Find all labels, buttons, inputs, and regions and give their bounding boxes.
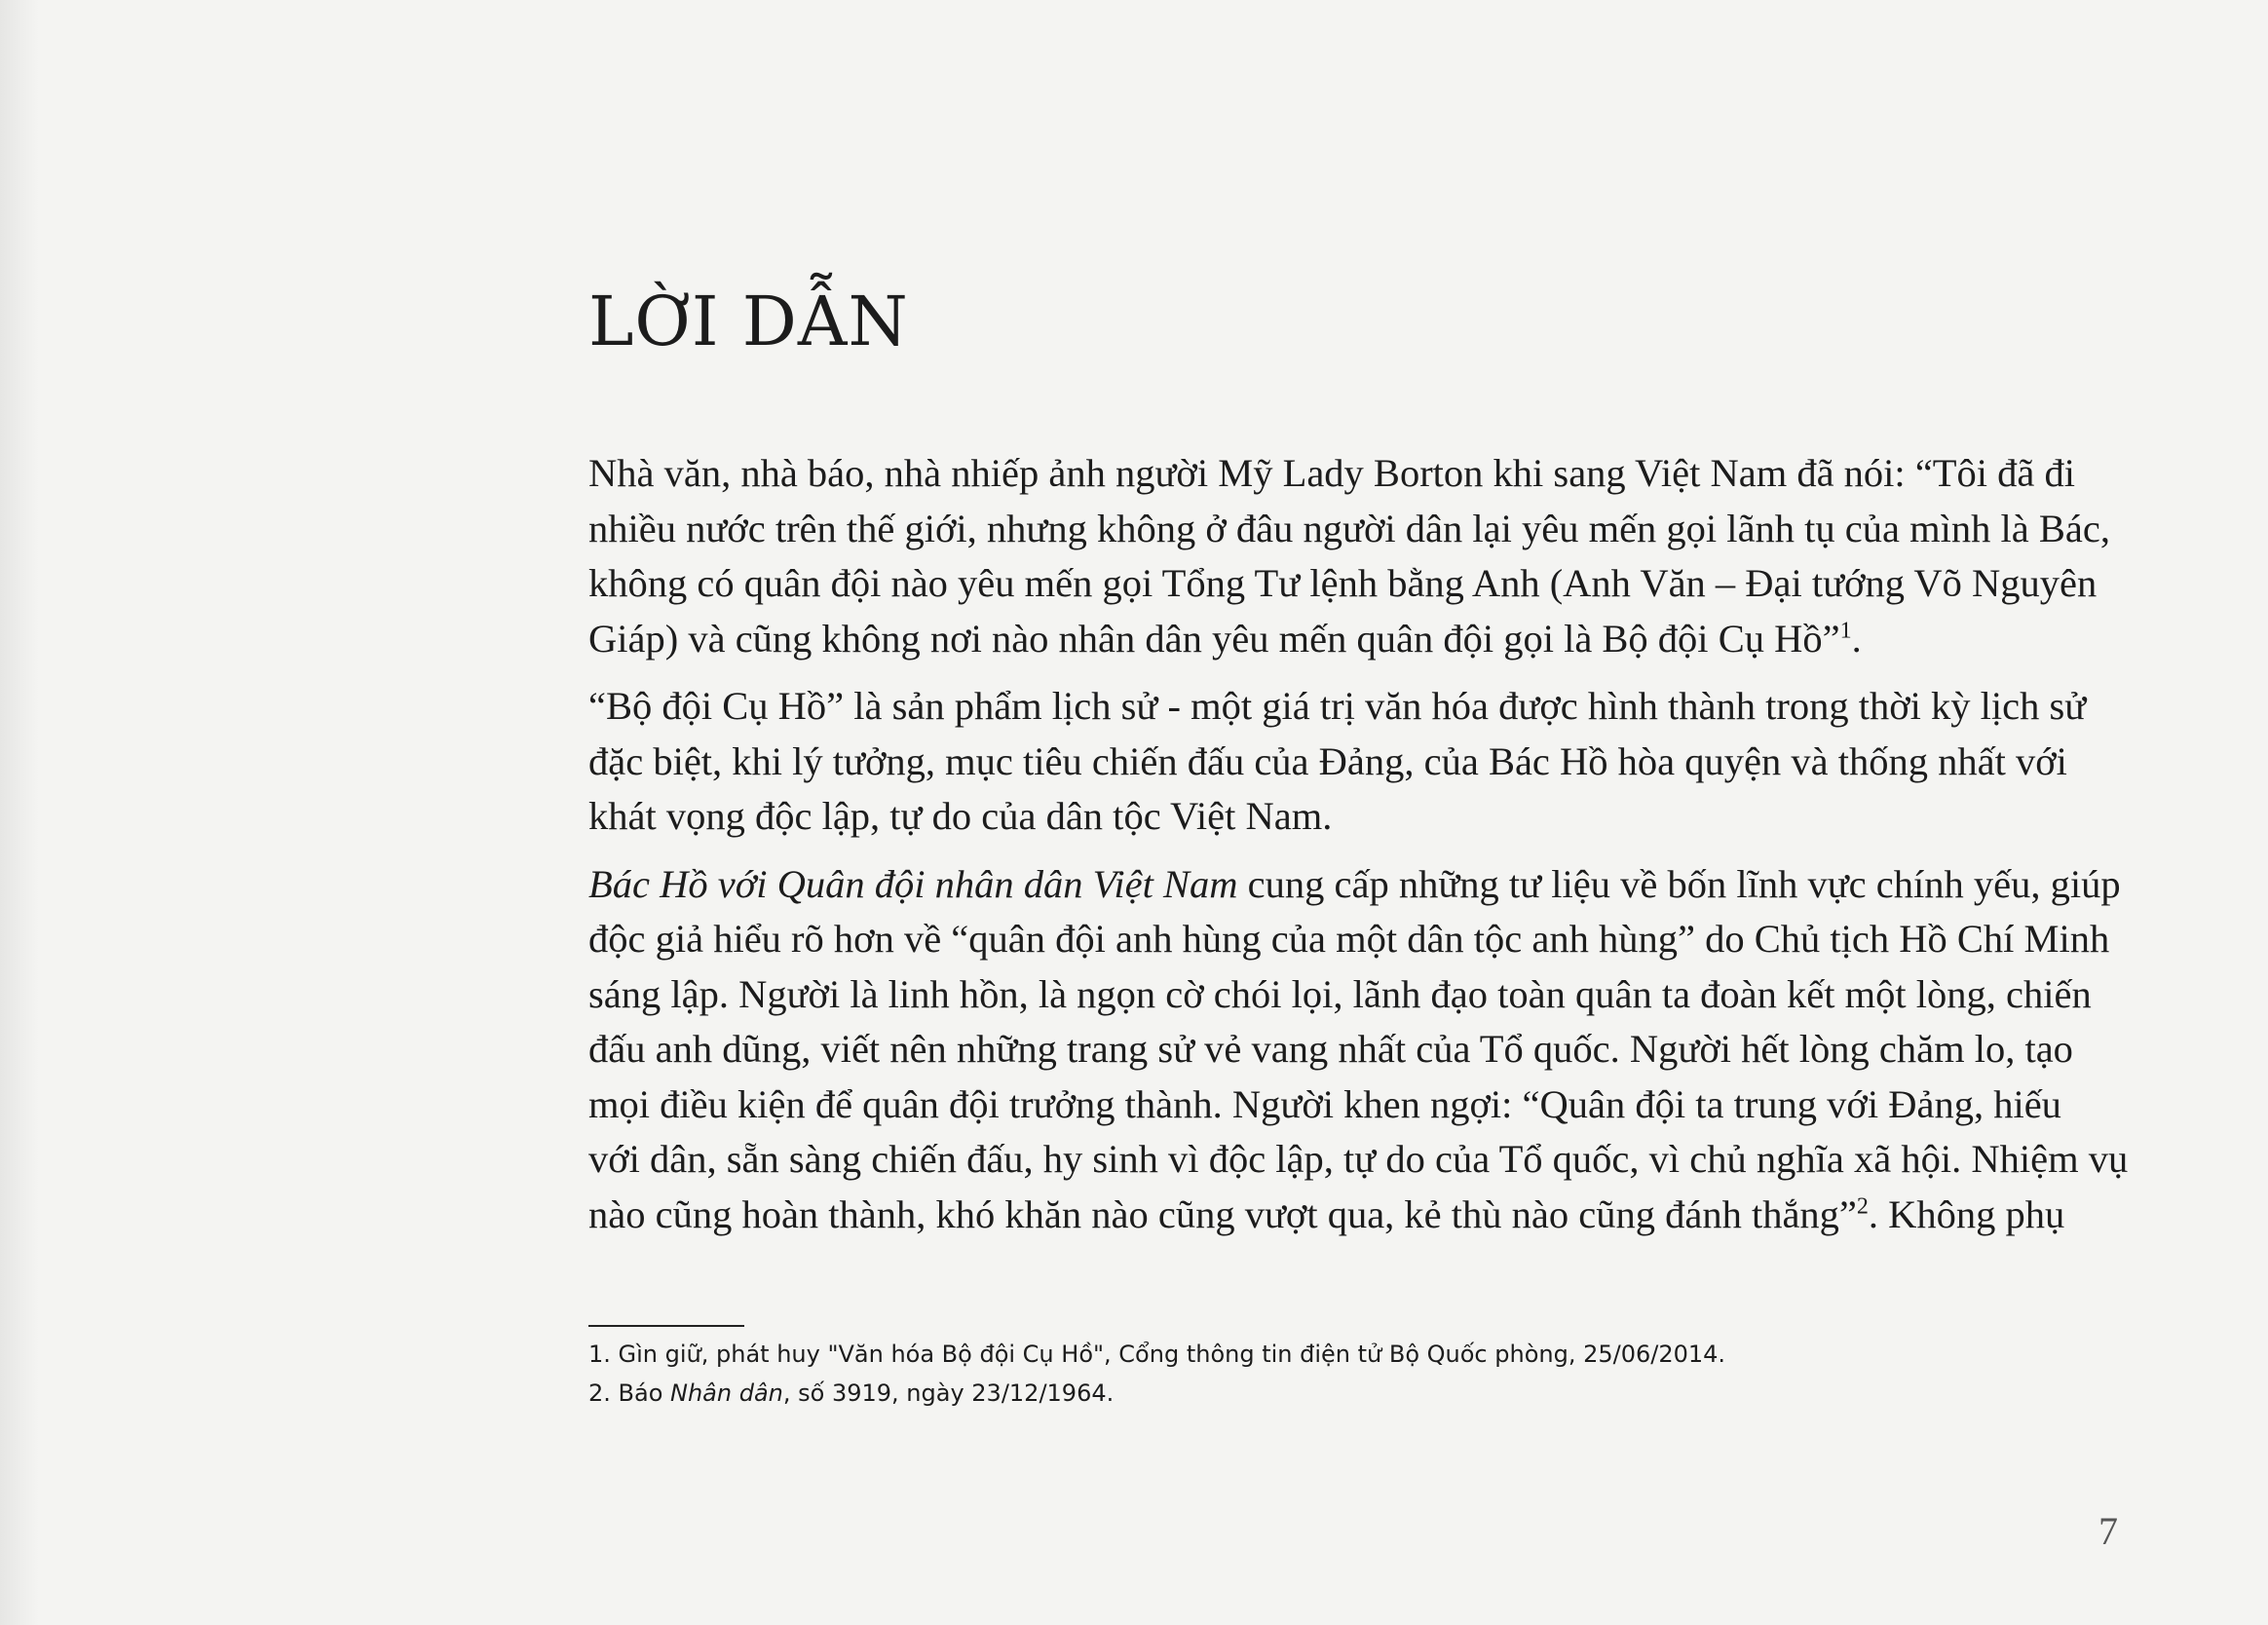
footnote-ref-2[interactable]: 2 — [1856, 1193, 1869, 1219]
footnote-1 — [588, 1335, 1725, 1374]
paragraph-2 — [588, 679, 2128, 845]
text-line-tail: . Không phụ — [1868, 1191, 2065, 1236]
footnotes — [588, 1335, 1725, 1413]
footnote-divider — [588, 1325, 744, 1327]
text-line-content: cung cấp những tư liệu về bốn lĩnh vực chính yếu, giúp — [1237, 861, 2121, 906]
text-line: Nhà văn, nhà báo, nhà nhiếp ảnh người Mỹ Lady Borton khi sang Việt Nam đã nói: “Tôi đã đi — [588, 451, 2076, 495]
text-line-content: Giáp) và cũng không nơi nào nhân dân yêu mến quân đội gọi là Bộ đội Cụ Hồ” — [588, 616, 1840, 661]
text-line: nhiều nước trên thế giới, nhưng không ở đâu người dân lại yêu mến gọi lãnh tụ của mình là Bác, — [588, 506, 2110, 550]
page-gutter — [0, 0, 39, 1625]
text-line: đấu anh dũng, viết nên những trang sử vẻ vang nhất của Tổ quốc. Người hết lòng chăm lo, tạo — [588, 1027, 2073, 1071]
footnote-text: 2. Báo — [588, 1379, 671, 1407]
paragraph-1 — [588, 446, 2128, 666]
text-line — [588, 857, 2128, 913]
body-text — [588, 446, 2128, 1255]
page-title: LỜI DẪN — [588, 282, 909, 361]
footnote-italic: Nhân dân — [670, 1379, 783, 1407]
book-page — [588, 0, 2128, 1625]
text-line — [588, 612, 2128, 667]
page-number: 7 — [2098, 1509, 2118, 1553]
text-line: với dân, sẵn sàng chiến đấu, hy sinh vì độc lập, tự do của Tổ quốc, vì chủ nghĩa xã hội. Nhiệm vụ — [588, 1137, 2129, 1181]
text-line: đặc biệt, khi lý tưởng, mục tiêu chiến đấu của Đảng, của Bác Hồ hòa quyện và thống nhất với — [588, 738, 2067, 783]
text-line-tail: . — [1851, 616, 1862, 661]
book-title: Bác Hồ với Quân đội nhân dân Việt Nam — [588, 861, 1238, 906]
footnote-text-end: , số 3919, ngày 23/12/1964. — [782, 1379, 1115, 1407]
footnote-2 — [588, 1374, 1725, 1413]
text-line-content: nào cũng hoàn thành, khó khăn nào cũng vượt qua, kẻ thù nào cũng đánh thắng” — [588, 1191, 1857, 1236]
footnote-ref-1[interactable]: 1 — [1839, 618, 1852, 643]
text-line: mọi điều kiện để quân đội trưởng thành. Người khen ngợi: “Quân đội ta trung với Đảng, hiếu — [588, 1081, 2061, 1126]
text-line: không có quân đội nào yêu mến gọi Tổng Tư lệnh bằng Anh (Anh Văn – Đại tướng Võ Nguyên — [588, 561, 2098, 605]
text-line: “Bộ đội Cụ Hồ” là sản phẩm lịch sử - một giá trị văn hóa được hình thành trong thời kỳ lịch sử — [588, 684, 2087, 728]
paragraph-3 — [588, 857, 2128, 1243]
text-line: sáng lập. Người là linh hồn, là ngọn cờ chói lọi, lãnh đạo toàn quân ta đoàn kết một lòng, chiến — [588, 971, 2092, 1016]
text-line — [588, 1188, 2128, 1243]
text-line: độc giả hiểu rõ hơn về “quân đội anh hùng của một dân tộc anh hùng” do Chủ tịch Hồ Chí Minh — [588, 917, 2110, 961]
text-line: khát vọng độc lập, tự do của dân tộc Việt Nam. — [588, 794, 1333, 838]
footnote-text: 1. Gìn giữ, phát huy "Văn hóa Bộ đội Cụ Hồ", Cổng thông tin điện tử Bộ Quốc phòng, 25/06/2014. — [588, 1341, 1726, 1368]
